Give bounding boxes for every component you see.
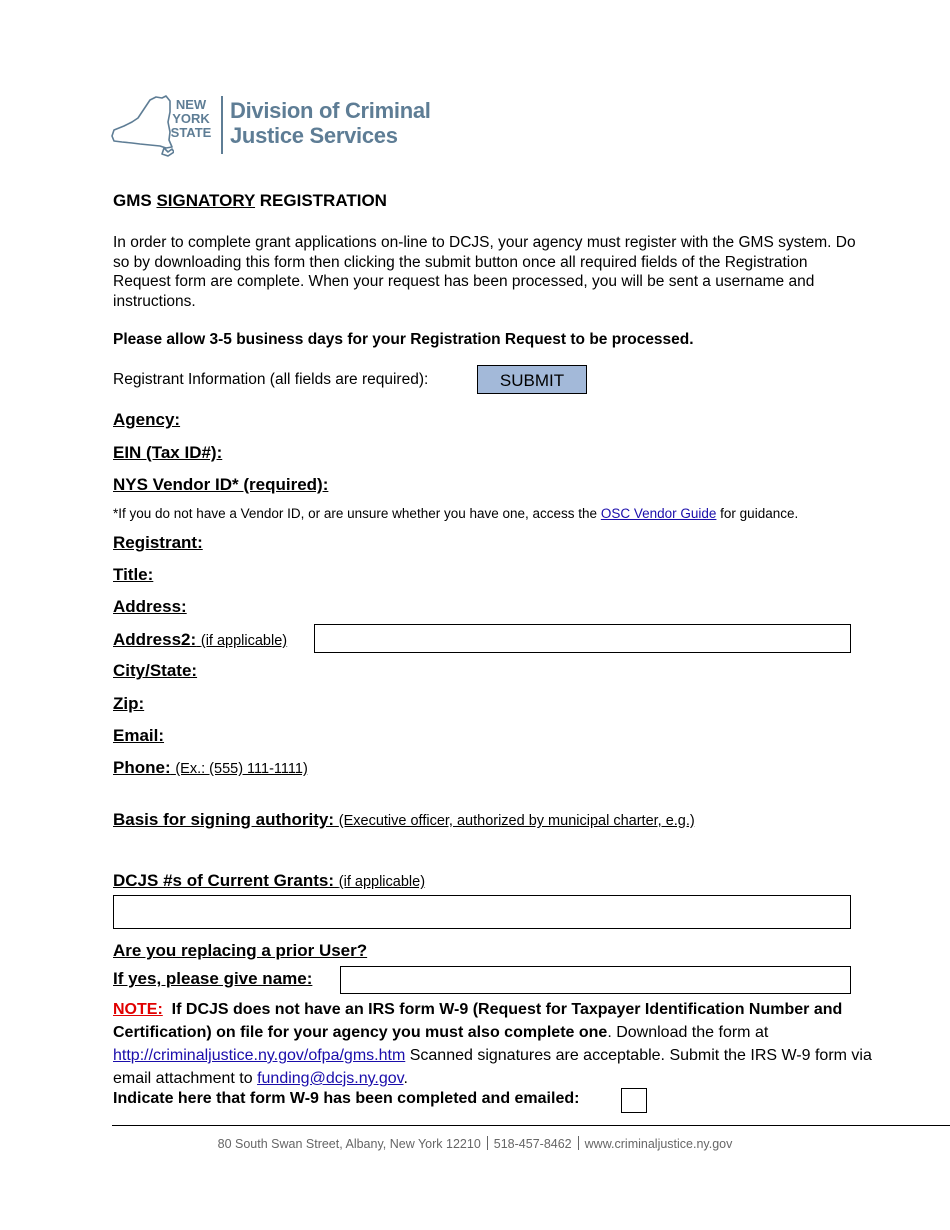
address2-label: Address2: (if applicable) bbox=[113, 630, 288, 649]
w9-confirm-label: Indicate here that form W-9 has been completed and emailed: bbox=[113, 1090, 580, 1107]
logo-divider bbox=[221, 96, 223, 154]
address-label: Address: bbox=[113, 597, 187, 616]
logo-state-text: NEW YORK STATE bbox=[170, 97, 212, 140]
registrant-label: Registrant: bbox=[113, 533, 203, 552]
grants-label: DCJS #s of Current Grants: (if applicable) bbox=[113, 871, 426, 890]
footer-phone: 518-457-8462 bbox=[493, 1137, 572, 1151]
w9-note: NOTE: If DCJS does not have an IRS form W-9 (Request for Taxpayer Identification Number and Certification) on file for your agency you must also complete one. Download the form at http://criminaljustice.ny.gov/ofpa/gms.htm Scanned signatures are acceptable. Submit the IRS W-9 form via email attachment to funding@dcjs.ny.gov. bbox=[113, 1001, 872, 1087]
footer-address: 80 South Swan Street, Albany, New York 12210 bbox=[217, 1137, 481, 1151]
intro-paragraph: In order to complete grant applications on-line to DCJS, your agency must register with the GMS system. Do so by downloading this form then clicking the submit button once all required fields of the Registration Request form are complete. When your request has been processed, you will be sent a username and instructions. bbox=[113, 234, 856, 310]
osc-vendor-guide-link[interactable]: OSC Vendor Guide bbox=[600, 506, 717, 521]
agency-label: Agency: bbox=[113, 410, 181, 429]
basis-label: Basis for signing authority: (Executive officer, authorized by municipal charter, e.g.) bbox=[113, 810, 695, 829]
ein-label: EIN (Tax ID#): bbox=[113, 443, 223, 462]
new-york-state-outline-icon bbox=[110, 92, 174, 158]
logo-title: Division of Criminal Justice Services bbox=[230, 98, 431, 148]
dcjs-logo bbox=[110, 92, 440, 160]
replacing-user-label: Are you replacing a prior User? bbox=[113, 941, 368, 960]
footer-website: www.criminaljustice.ny.gov bbox=[584, 1137, 733, 1151]
w9-confirm-checkbox[interactable] bbox=[621, 1088, 647, 1113]
funding-email-link[interactable]: funding@dcjs.ny.gov bbox=[257, 1070, 404, 1087]
grants-input[interactable] bbox=[113, 895, 851, 929]
prior-user-name-label: If yes, please give name: bbox=[113, 969, 313, 988]
processing-notice: Please allow 3-5 business days for your Registration Request to be processed. bbox=[113, 331, 694, 348]
vendor-note: *If you do not have a Vendor ID, or are unsure whether you have one, access the OSC Vendor Guide for guidance. bbox=[113, 506, 799, 521]
prior-user-name-input[interactable] bbox=[340, 966, 851, 994]
registrant-info-label: Registrant Information (all fields are required): bbox=[113, 371, 429, 388]
zip-label: Zip: bbox=[113, 694, 145, 713]
email-label: Email: bbox=[113, 726, 165, 745]
footer bbox=[0, 1136, 950, 1151]
address2-input[interactable] bbox=[314, 624, 851, 653]
submit-button[interactable]: SUBMIT bbox=[477, 365, 587, 394]
page-title: GMS SIGNATORY REGISTRATION bbox=[113, 191, 387, 210]
title-label: Title: bbox=[113, 565, 154, 584]
gms-url-link[interactable]: http://criminaljustice.ny.gov/ofpa/gms.htm bbox=[113, 1047, 406, 1064]
phone-label: Phone: (Ex.: (555) 111-1111) bbox=[113, 758, 308, 777]
note-label: NOTE: bbox=[113, 1001, 163, 1018]
footer-divider bbox=[112, 1125, 950, 1126]
vendor-id-label: NYS Vendor ID* (required): bbox=[113, 475, 329, 494]
city-state-label: City/State: bbox=[113, 661, 198, 680]
